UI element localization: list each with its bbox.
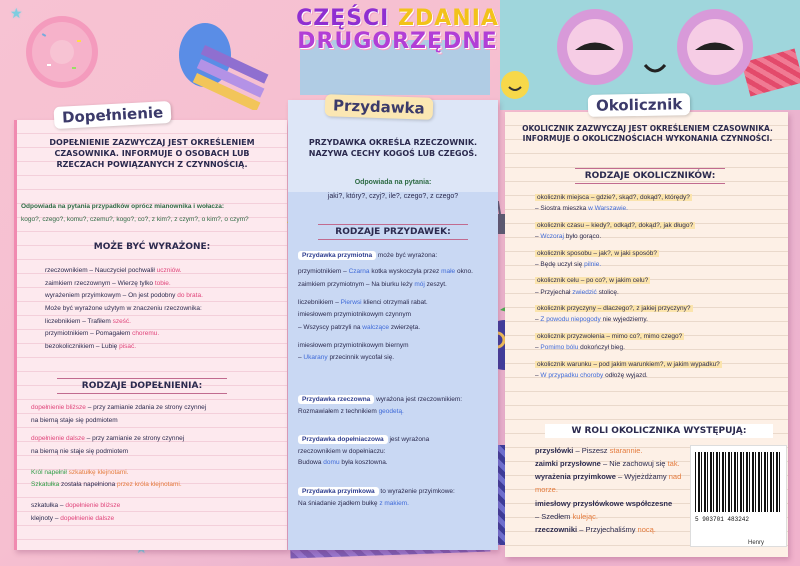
list-item: – Siostra mieszka w Warszawie. (535, 205, 628, 213)
okolicznik-types-list (535, 192, 785, 381)
dopelnienie-expr-header: MOŻE BYĆ WYRAŻONE: (93, 242, 211, 252)
przydawka-rzeczowna-block: Przydawka rzeczowna wyrażona jest rzeczownikiem: Rozmawiałem z technikiem geodetą. (298, 396, 463, 415)
list-item: okolicznik przyzwolenia – mimo co?, mimo czego? (537, 332, 683, 340)
list-item: liczebnikiem – Pierwsi klienci otrzymali rabat. (298, 299, 428, 307)
dopelnienie-panel (14, 120, 287, 550)
title-part-2: DRUGORZĘDNE (297, 29, 498, 54)
list-item: wyrażenia przyimkowe – Wyjeżdżamy nad morze. (535, 472, 682, 495)
okolicznik-role-list (535, 444, 700, 536)
list-item: przysłówki – Piszesz starannie. (535, 446, 643, 455)
list-item: dopełnienie bliższe – przy zamianie zdania ze strony czynnej (31, 404, 207, 411)
list-item: imiesłowem przymiotnikowym czynnym (298, 311, 412, 319)
przydawka-intro: PRZYDAWKA OKREŚLA RZECZOWNIK. NAZYWA CECHY KOGOŚ LUB CZEGOŚ. (308, 138, 478, 158)
list-item: zaimkiem rzeczownym – Wierzę tylko tobie. (45, 279, 171, 287)
list-item: rzeczownikiem – Nauczyciel pochwalił uczniów. (45, 267, 182, 274)
list-item: okolicznik warunku – pod jakim warunkiem?, w jakim wypadku? (537, 360, 720, 368)
list-item: przymiotnikiem – Czarna kotka wyskoczyła przez małe okno. (298, 268, 473, 276)
barcode-number: 5 903701 483242 (695, 516, 750, 523)
dopelnienie-types-list (31, 402, 281, 525)
list-item: wyrażeniem przyimkowym – On jest podobny do brata. (45, 292, 203, 300)
list-item: imiesłowy przysłówkowe współczesne (535, 498, 673, 508)
list-item: okolicznik miejsca – gdzie?, skąd?, dokąd?, którędy? (537, 194, 690, 201)
dopelnienie-types-header: RODZAJE DOPEŁNIENIA: (57, 378, 227, 394)
przydawka-przymiotna-title: Przydawka przymiotna (298, 251, 376, 260)
dopelnienie-intro: DOPEŁNIENIE ZAZWYCZAJ JEST OKREŚLENIEM CZASOWNIKA. INFORMUJE O OSOBACH LUB RZECZACH POWIĄZANYCH Z CZYNNOŚCIĄ. (49, 138, 255, 169)
przydawka-types-header: RODZAJE PRZYDAWEK: (318, 224, 468, 240)
pencils-icon (175, 15, 285, 110)
dopelnienie-expr-list (45, 265, 285, 354)
list-item: szkatułka – dopełnienie bliższe (31, 502, 121, 510)
list-item: na bierną staje się podmiotem (31, 416, 118, 424)
list-item: okolicznik przyczyny – dlaczego?, z jakiej przyczyny? (537, 305, 691, 312)
list-item: okolicznik sposobu – jak?, w jaki sposób? (537, 249, 657, 257)
list-item: – Ukarany przecinnik wycofał się. (298, 354, 395, 362)
list-item: na bierną nie staje się podmiotem (31, 448, 129, 456)
list-item: – W przypadku choroby odłożę wyjazd. (535, 371, 648, 379)
przydawka-dopelniaczowa-block: Przydawka dopełniaczowa jest wyrażona rzeczownikiem w dopełniaczu: Budowa domu była kosztowna. (298, 436, 430, 467)
przydawka-rzeczowna-title: Przydawka rzeczowna (298, 395, 374, 404)
okolicznik-intro: OKOLICZNIK ZAZWYCZAJ JEST OKREŚLENIEM CZASOWNIKA. INFORMUJE O OKOLICZNOŚCIACH WYKONANIA CZYNNOŚCI. (522, 124, 773, 144)
smiley-icon (500, 70, 530, 100)
list-item: przymiotnikiem – Pomagałem choremu. (45, 330, 160, 338)
page-title (295, 6, 500, 54)
list-item: liczebnikiem – Trafiłem sześć. (45, 317, 131, 325)
przydawka-przymiotna-block: Przydawka przymiotna może być wyrażona: przymiotnikiem – Czarna kotka wyskoczyła przez małe okno. zaimkiem przymiotnym – Na biurku leży mój zeszyt. liczebnikiem – Pierwsi klienci otrzymali rabat. imiesłowem przymiotnikowym czynnym – Wszyscy patrzyli na walczące zwierzęta. imiesłowem przymiotnikowym biernym – Ukarany przecinnik wycofał się. (298, 250, 498, 365)
przydawka-przyimkowa-block: Przydawka przyimkowa to wyrażenie przyimkowe: Na śniadanie zjadłem bułkę z makiem. (298, 488, 455, 507)
okolicznik-types-header: RODZAJE OKOLICZNIKÓW: (575, 168, 725, 184)
star-icon: ★ (10, 5, 23, 21)
list-item: – Szedłem kulejąc. (535, 511, 598, 521)
dopelnienie-question-header: Odpowiada na pytania przypadków oprócz mianownika i wołacza: (21, 203, 224, 210)
list-item: – Pomimo bólu dokończył bieg. (535, 344, 625, 352)
list-item: okolicznik czasu – kiedy?, odkąd?, dokąd?, jak długo? (537, 221, 694, 229)
example-line: Król napełnił szkatułkę klejnotami. (31, 468, 129, 476)
przydawka-questions: jaki?, który?, czyj?, ile?, czego?, z czego? (327, 193, 459, 200)
list-item: bezokolicznikiem – Lubię pisać. (45, 343, 137, 351)
list-item: zaimki przysłowne – Nie zachowuj się tak. (535, 459, 680, 469)
przydawka-question-header: Odpowiada na pytania: (354, 179, 432, 186)
przydawka-dopelniaczowa-title: Przydawka dopełniaczowa (298, 435, 388, 444)
list-item: – Przyjechał zwiedzić stolicę. (535, 288, 619, 296)
title-part-1b: ZDANIA (398, 6, 499, 31)
dopelnienie-label: Dopełnienie (54, 101, 172, 129)
list-item: zaimkiem przymiotnym – Na biurku leży mój zeszyt. (298, 280, 447, 288)
okolicznik-label: Okolicznik (588, 93, 691, 117)
dopelnienie-questions: kogo?, czego?, komu?, czemu?, kogo?, co?, z kim?, z czym?, o kim?, o czym? (21, 216, 249, 223)
barcode-bars (695, 452, 781, 512)
list-item: okolicznik celu – po co?, w jakim celu? (537, 277, 649, 285)
donut-icon (22, 12, 102, 92)
okolicznik-role-header: W ROLI OKOLICZNIKA WYSTĘPUJĄ: (545, 424, 773, 438)
title-part-1a: CZĘŚCI (296, 6, 390, 31)
list-item: – Z powodu niepogody nie wyjedziemy. (535, 316, 648, 324)
przydawka-panel (288, 100, 498, 550)
glasses-icon (545, 5, 770, 90)
barcode (690, 445, 787, 547)
example-line: Szkatułka została napełniona przez króla klejnotami. (31, 481, 182, 489)
przydawka-przyimkowa-title: Przydawka przyimkowa (298, 487, 379, 496)
list-item: – Będę uczył się pilnie. (535, 260, 602, 268)
list-item: rzeczowniki – Przyjechaliśmy nocą. (535, 524, 656, 534)
list-item: – Wszyscy patrzyli na walczące zwierzęta. (298, 323, 421, 331)
list-item: dopełnienie dalsze – przy zamianie ze strony czynnej (31, 435, 185, 443)
list-item: – Wczoraj było gorąco. (535, 233, 602, 241)
przydawka-label: Przydawka (325, 94, 433, 120)
list-item: klejnoty – dopełnienie dalsze (31, 514, 115, 522)
brand-name: Henry (748, 540, 765, 546)
list-item: Może być wyrażone użytym w znaczeniu rzeczownika: (45, 305, 202, 313)
list-item: imiesłowem przymiotnikowym biernym (298, 342, 409, 350)
